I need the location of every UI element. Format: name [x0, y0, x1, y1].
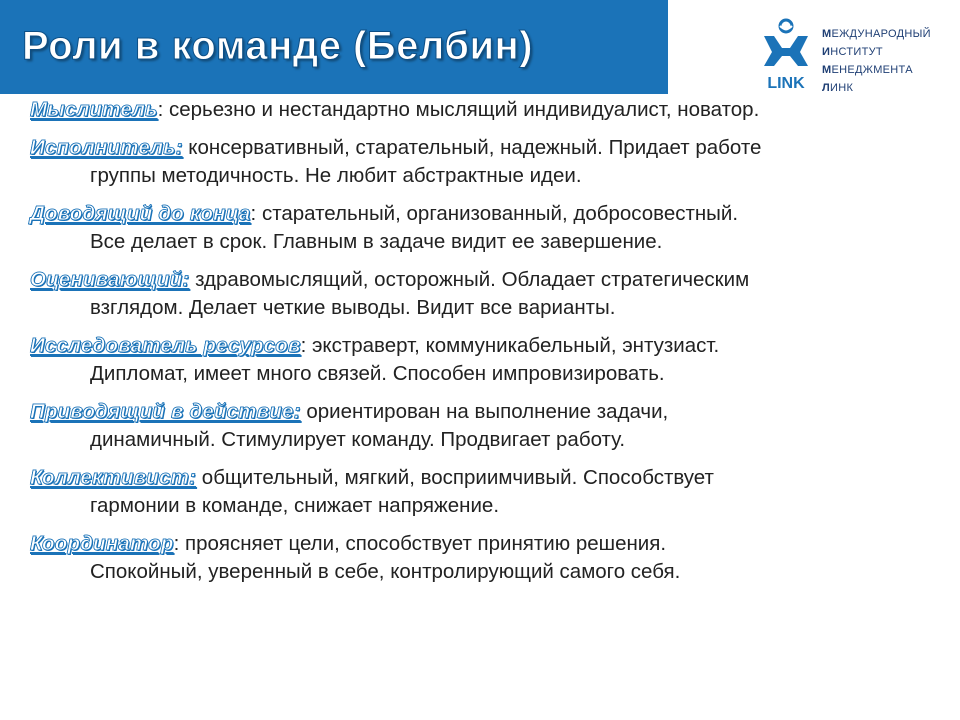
role-item [30, 200, 940, 256]
role-name: Коллективист: [30, 466, 197, 489]
role-description: здравомыслящий, осторожный. Обладает стратегическим взглядом. Делает четкие выводы. Видит все варианты. [90, 268, 750, 319]
roles-list [30, 96, 940, 596]
logo-brand: LINK [767, 75, 805, 92]
role-item [30, 266, 940, 322]
role-description: ориентирован на выполнение задачи, динамичный. Стимулирует команду. Продвигает работу. [90, 400, 669, 451]
title-bar [0, 0, 668, 94]
role-description: : серьезно и нестандартно мыслящий индивидуалист, новатор. [157, 98, 760, 121]
role-name: Оценивающий: [30, 268, 190, 291]
role-name: Приводящий в действие: [30, 400, 301, 423]
role-name: Исследователь ресурсов [30, 334, 301, 357]
link-logo [760, 18, 950, 98]
role-description: : проясняет цели, способствует принятию решения. Спокойный, уверенный в себе, контролирующий самого себя. [90, 532, 681, 583]
role-name: Исполнитель: [30, 136, 183, 159]
logo-line: МЕЖДУНАРОДНЫЙ [822, 28, 931, 40]
role-item [30, 530, 940, 586]
role-description: : экстраверт, коммуникабельный, энтузиаст. Дипломат, имеет много связей. Способен импровизировать. [90, 334, 720, 385]
role-description: : старательный, организованный, добросовестный. Все делает в срок. Главным в задаче видит ее завершение. [90, 202, 739, 253]
slide-title: Роли в команде (Белбин) [22, 24, 534, 68]
logo-line: МЕНЕДЖМЕНТА [822, 64, 913, 76]
link-logo-icon [760, 18, 816, 96]
role-item [30, 134, 940, 190]
role-item [30, 96, 940, 124]
role-item [30, 464, 940, 520]
role-name: Доводящий до конца [30, 202, 251, 225]
role-description: общительный, мягкий, восприимчивый. Способствует гармонии в команде, снижает напряжение. [90, 466, 714, 517]
logo-text [822, 25, 931, 97]
role-name: Координатор [30, 532, 174, 555]
role-name: Мыслитель [30, 98, 158, 121]
role-description: консервативный, старательный, надежный. Придает работе группы методичность. Не любит абстрактные идеи. [90, 136, 762, 187]
logo-line: ЛИНК [822, 82, 854, 94]
logo-line: ИНСТИТУТ [822, 46, 883, 58]
role-item [30, 332, 940, 388]
role-item [30, 398, 940, 454]
